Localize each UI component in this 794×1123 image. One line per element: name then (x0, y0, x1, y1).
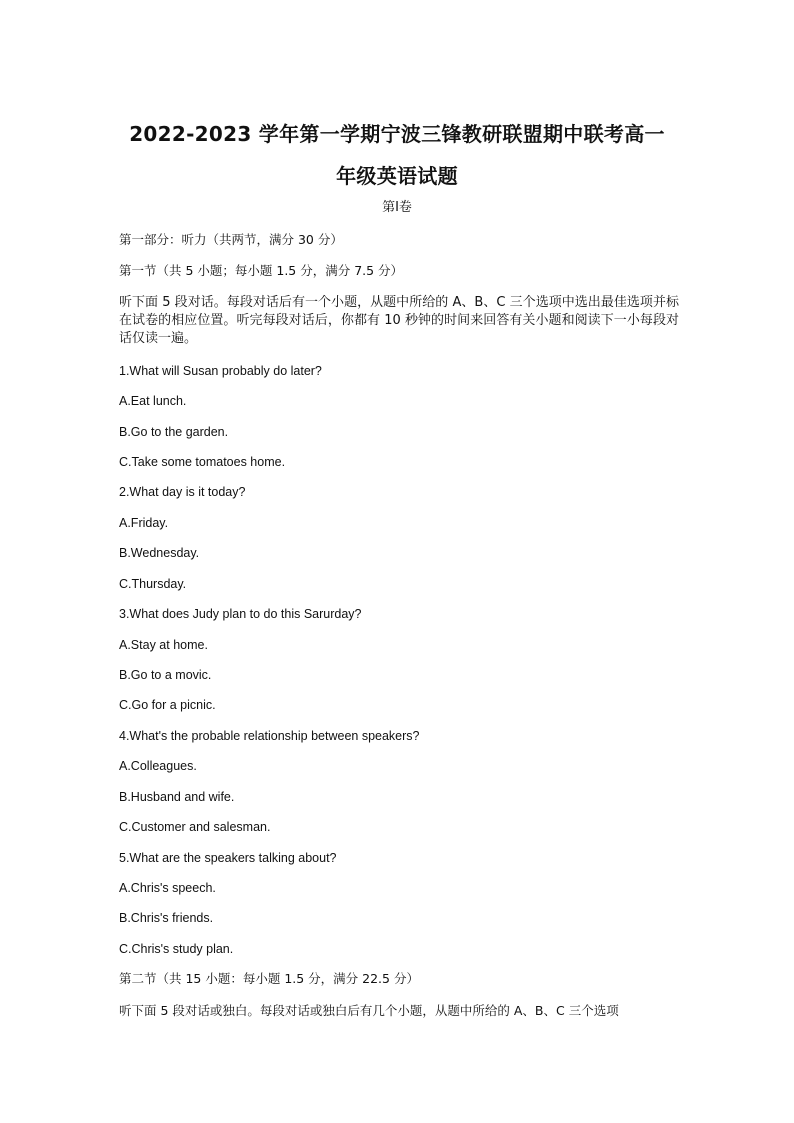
question-1-stem: 1.What will Susan probably do later? (119, 364, 322, 378)
question-4-option-b: B.Husband and wife. (119, 790, 235, 804)
question-1-option-a: A.Eat lunch. (119, 394, 187, 408)
exam-title-line-1: 2022-2023 学年第一学期宁波三锋教研联盟期中联考高一 (129, 122, 665, 146)
question-3-option-c: C.Go for a picnic. (119, 698, 216, 712)
question-4-option-a: A.Colleagues. (119, 759, 197, 773)
exam-title-line-2: 年级英语试题 (336, 164, 458, 188)
question-2-stem: 2.What day is it today? (119, 485, 246, 499)
question-4-option-c: C.Customer and salesman. (119, 820, 271, 834)
section2-instructions: 听下面 5 段对话或独白。每段对话或独白后有几个小题，从题中所给的 A、B、C 三个选项 (119, 1003, 619, 1018)
question-5-stem: 5.What are the speakers talking about? (119, 851, 337, 865)
section1-instructions: 听下面 5 段对话。每段对话后有一个小题，从题中所给的 A、B、C 三个选项中选出最佳选项并标在试卷的相应位置。听完每段对话后，你都有 10 秒钟的时间来回答有关小题和阅读下一小每段对话仅读一遍。 (119, 295, 679, 346)
question-3-option-b: B.Go to a movic. (119, 668, 212, 682)
section2-heading: 第二节（共 15 小题：每小题 1.5 分，满分 22.5 分） (119, 971, 419, 986)
question-2-option-b: B.Wednesday. (119, 546, 200, 560)
question-1-option-b: B.Go to the garden. (119, 425, 229, 439)
question-3-stem: 3.What does Judy plan to do this Sarurday? (119, 607, 362, 621)
question-4-stem: 4.What's the probable relationship between speakers? (119, 729, 420, 743)
question-5-option-b: B.Chris's friends. (119, 911, 214, 925)
part1-heading: 第一部分：听力（共两节，满分 30 分） (119, 232, 343, 247)
section1-heading: 第一节（共 5 小题；每小题 1.5 分，满分 7.5 分） (119, 263, 404, 278)
volume-label: 第I卷 (382, 200, 412, 215)
question-5-option-a: A.Chris's speech. (119, 881, 216, 895)
question-5-option-c: C.Chris's study plan. (119, 942, 234, 956)
question-3-option-a: A.Stay at home. (119, 638, 208, 652)
question-2-option-a: A.Friday. (119, 516, 169, 530)
question-2-option-c: C.Thursday. (119, 577, 187, 591)
question-1-option-c: C.Take some tomatoes home. (119, 455, 286, 469)
